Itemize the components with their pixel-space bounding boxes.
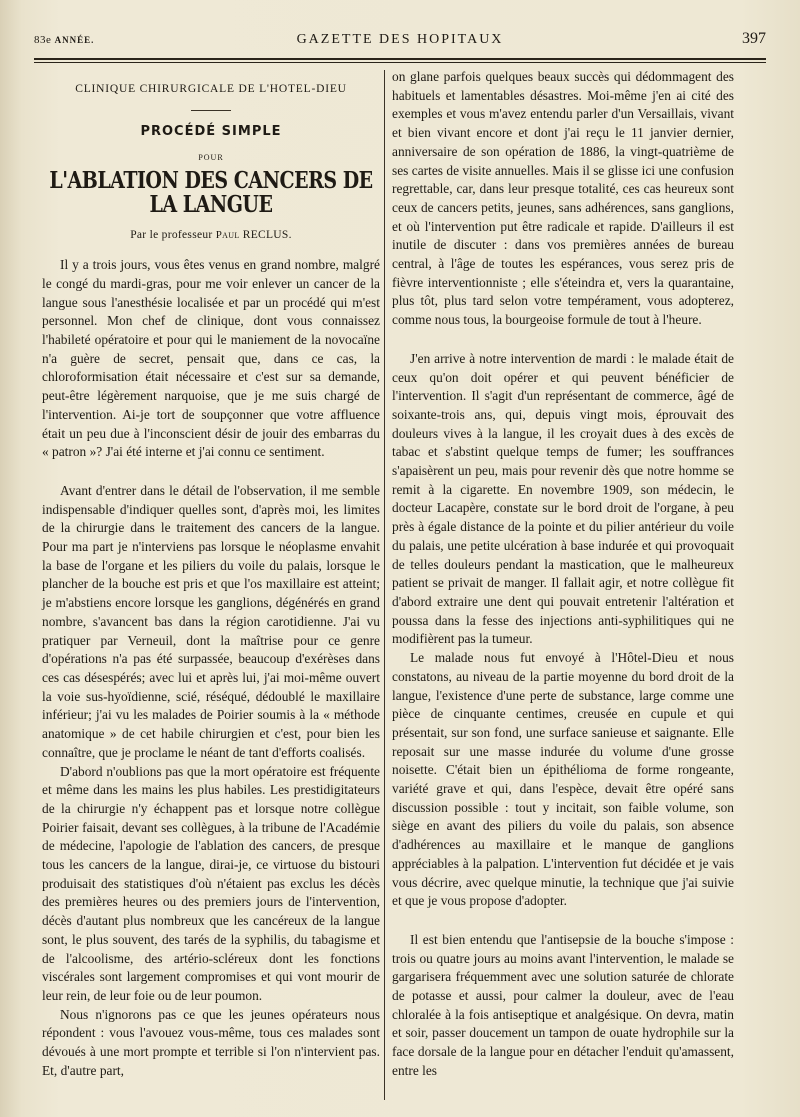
paragraph: D'abord n'oublions pas que la mort opératoire est fréquente et même dans les mains les plus habiles. Les prestidigitateurs de la chirurgie n'y échappent pas et lorsque notre collègue Poirier faisait, devant ses collègues, à la tribune de l'Académie de médecine, l'apologie de l'ablation des cancers, de presque tous les cancers de la langue, dirai-je, ce virtuose du bistouri produisait des statistiques d'où n'étaient pas exclus les décès des premières heures ou des premiers jours de l'intervention, décès d'autant plus nombreux que les cancéreux de la langue sont, le plus souvent, des tarés de la syphilis, du tabagisme et de l'alcoolisme, des artério-scléreux dont les fonctions viscérales sont largement compromises et qui vont mourir de leur rein, de leur foie ou de leur poumon. bbox=[42, 763, 380, 1003]
byline-prefix: Par le professeur bbox=[130, 228, 213, 241]
author-first-name: Paul bbox=[215, 228, 240, 241]
paragraph: J'en arrive à notre intervention de mardi : le malade était de ceux qu'on doit opérer et qui peuvent bénéficier de l'intervention. Il s'agit d'un représentant de commerce, âgé de soixante-trois ans, qui, depuis vingt mois, éprouvait des douleurs vives à la langue, il les croyait dues à des excès de tabac et s'abstint quelque temps de fumer; les souffrances s'apaisèrent un peu, mais pour revenir dès que notre homme se remit à la cigarette. En novembre 1909, son médecin, le docteur Lacapère, constate sur le bord droit de l'organe, à peu près à égale distance de la pointe et du pilier antérieur du voile du palais, une petite ulcération à base indurée et qui provoquait de telles douleurs pendant la mastication, que le malheureux patient se privait de manger. Il fallait agir, et notre collègue fit d'abord extraire une dent qui pouvait entretenir l'altération et poussa dans la fesse des injections anti-syphilitiques qui ne modifièrent pas la tumeur. bbox=[392, 350, 734, 647]
paragraph: Nous n'ignorons pas ce que les jeunes opérateurs nous répondent : vous l'avouez vous-même, tous ces malades sont dévoués à une mort prompte et terrible si l'on n'intervient pas. Et, d'autre part, bbox=[42, 1006, 380, 1078]
page-number: 397 bbox=[742, 30, 766, 47]
left-column bbox=[42, 68, 380, 1080]
article-kicker: PROCÉDÉ SIMPLE bbox=[140, 123, 282, 139]
page-header bbox=[34, 30, 766, 52]
year-number: 83e bbox=[34, 34, 52, 46]
author-last-name: RECLUS. bbox=[242, 228, 292, 241]
article-connector: POUR bbox=[198, 153, 224, 163]
right-column bbox=[392, 68, 734, 1081]
paragraph: on glane parfois quelques beaux succès qui dédommagent des habituels et lamentables désastres. Moi-même j'en ai cité des exemples et vous m'avez entendu parler d'un Versaillais, vivant et bien vivant encore et dont j'ai reçu le 11 janvier dernier, anniversaire de son opération de 1886, la vingt-quatrième de ses cartes de visite annuelles. Mais il se glisse ici une confusion regrettable, car, dans leur presque totalité, ces cas heureux sont ceux de cancers petits, jeunes, sans adhérences, sans ganglions, et où l'intervention put être radicale et rapide. D'ailleurs il est inutile de discuter : dans vos premières années de bureau central, à l'âge de toutes les espérances, vous serez pris de fièvre interventionniste ; elle s'éteindra et, vers la quarantaine, plus tôt, plus tard selon votre tempérament, vous adopterez, comme nous tous, la bourgeoise formule de tout à l'heure. bbox=[392, 69, 734, 328]
article-title: L'ABLATION DES CANCERS DE LA LANGUE bbox=[49, 166, 373, 218]
paragraph: Il y a trois jours, vous êtes venus en grand nombre, malgré le congé du mardi-gras, pour me voir enlever un cancer de la langue sous l'anesthésie localisée et par un procédé qui m'est personnel. Mon chef de clinique, dont vous connaissez l'habileté opératoire et pour qui le maniement de la novocaïne n'a guère de secret, pensait que, dans ce cas, la chloroformisation était nécessaire et c'est sur sa demande, peut-être légèrement narquoise, que je me suis chargé de l'intervention. Ai-je tort de soupçonner que votre affluence était un peu due à l'inconscient désir de jouir des embarras du « patron »? J'ai été interne et j'ai connu ce sentiment. bbox=[42, 257, 380, 460]
header-rule-thick bbox=[34, 58, 766, 60]
paragraph: Avant d'entrer dans le détail de l'observation, il me semble indispensable d'indiquer quelles sont, d'après moi, les limites de la chirurgie dans le traitement des cancers de la langue. Pour ma part je n'interviens pas lorsque le néoplasme envahit la base de l'organe et les piliers du voile du palais, lorsque le plancher de la bouche est pris et que l'os maxillaire est atteint; je m'abstiens encore lorsque les ganglions, dégénérés en grand nombre, s'avancent bas dans la région carotidienne. J'ai vu pratiquer par Verneuil, dont la maîtrise pour ce genre d'opérations n'a pas été surpassée, beaucoup d'exérèses dans ces cas désespérés; avec lui et après lui, j'ai moi-même ouvert la voie sus-hyoïdienne, scié, réséqué, dédoublé le maxillaire inférieur; j'ai vu les malades de Poirier soumis à la « méthode anatomique » de cet habile chirurgien et c'est, pour bien les connaître, que je proclame le néant de tant d'efforts coalisés. bbox=[42, 482, 380, 760]
paragraph: Il est bien entendu que l'antisepsie de la bouche s'impose : trois ou quatre jours au moins avant l'intervention, le malade se gargarisera fréquemment avec une solution saturée de chlorate de potasse et aussi, pour calmer la douleur, avec de l'eau chloralée à la fois antiseptique et analgésique. On devra, matin et soir, passer doucement un tampon de ouate hydrophile sur la face dorsale de la langue pour en détacher l'enduit qu'amassent, entre les bbox=[392, 931, 734, 1078]
section-heading: CLINIQUE CHIRURGICALE DE L'HOTEL-DIEU bbox=[75, 83, 347, 95]
paragraph: Le malade nous fut envoyé à l'Hôtel-Dieu et nous constatons, au niveau de la partie moyenne du bord droit de la langue, l'existence d'une perte de substance, large comme une pièce de cinquante centimes, creusée en cupule et qui présentait, sur son fond, une surface sanieuse et saignante. Elle reposait sur une masse indurée du volume d'une grosse noisette. C'était bien un épithélioma de forme rongeante, variété grave et qui, dans l'espèce, devait être opéré sans discussion possible : tout y incitait, son faible volume, son siège en avant des piliers du voile du palais, son absence d'adhérences au maxillaire et le manque de ganglions appréciables à la palpation. L'intervention fut décidée et je vais vous décrire, avec quelque minutie, la technique que j'ai suivie et que je vous propose d'adopter. bbox=[392, 650, 734, 909]
year-suffix: ANNÉE. bbox=[54, 35, 95, 45]
article-byline bbox=[42, 226, 380, 245]
column-divider bbox=[384, 70, 385, 1100]
journal-title: GAZETTE DES HOPITAUX bbox=[296, 32, 504, 47]
heading-divider bbox=[191, 110, 231, 111]
header-rule-thin bbox=[34, 62, 766, 63]
